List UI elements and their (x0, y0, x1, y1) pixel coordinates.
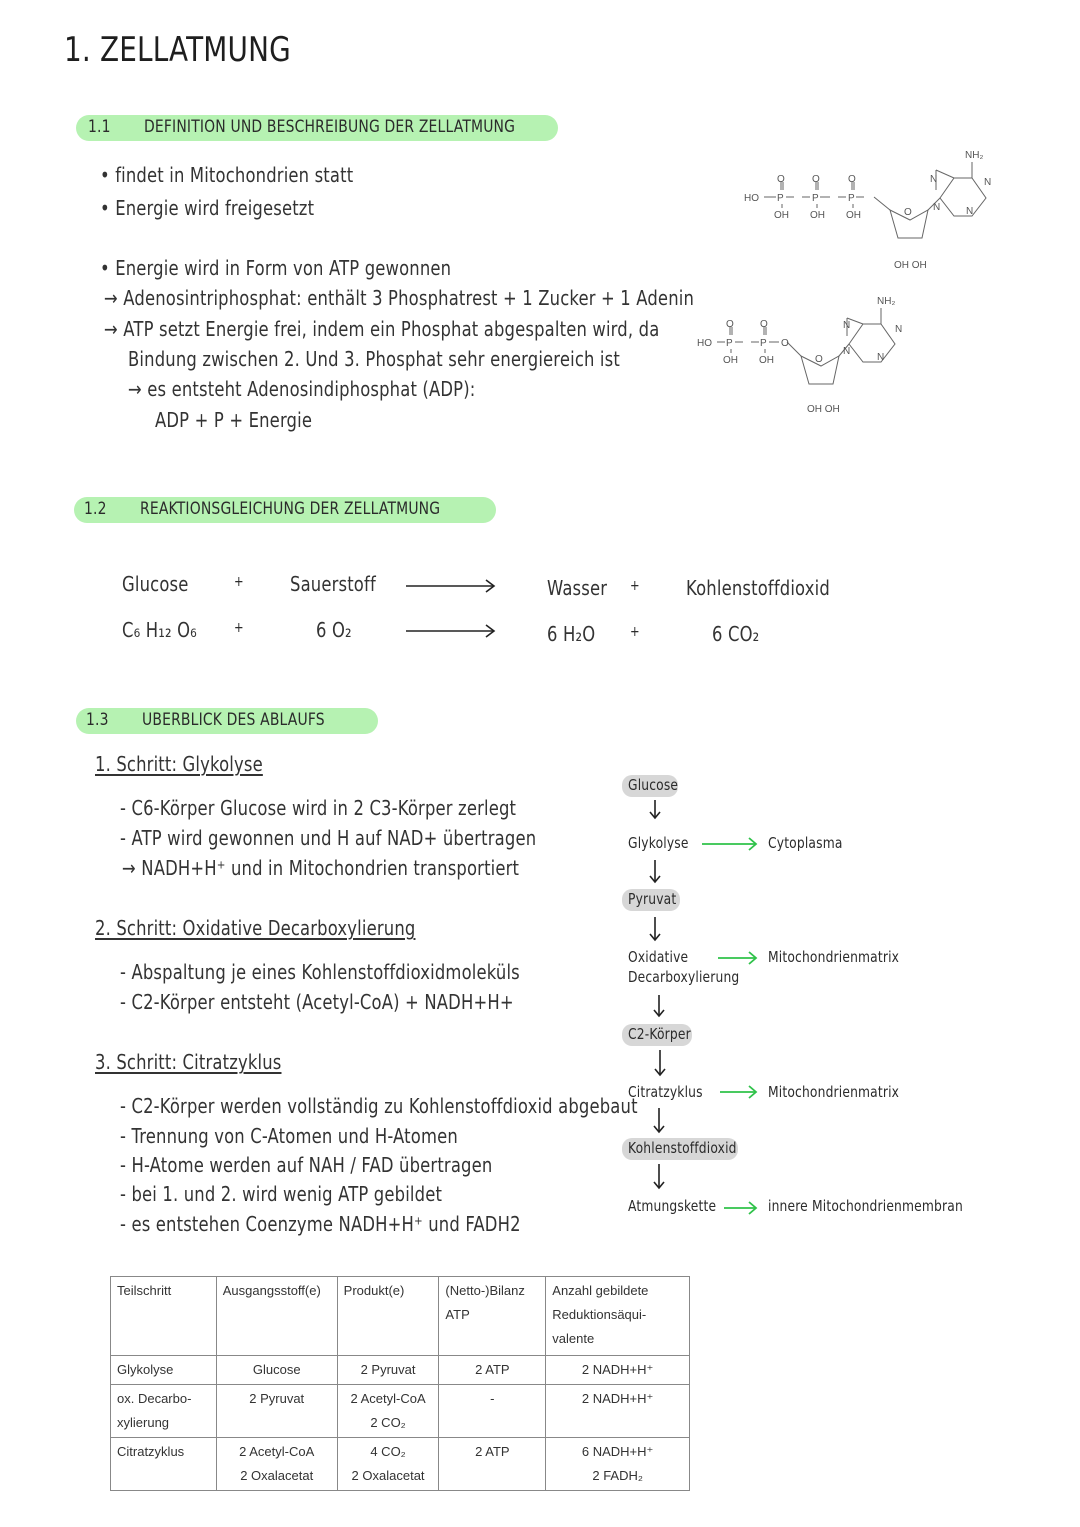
svg-text:OH: OH (759, 355, 774, 366)
atp-structure-diagram (740, 140, 1000, 275)
flow-cytoplasma: Cytoplasma (768, 834, 843, 852)
step1-line: - C6-Körper Glucose wird in 2 C3-Körper zerlegt (120, 796, 517, 820)
atp-release-line2: Bindung zwischen 2. Und 3. Phosphat sehr energiereich ist (128, 347, 620, 371)
formula-co2: 6 CO₂ (712, 622, 760, 646)
flow-atmungskette: Atmungskette (628, 1197, 717, 1215)
adp-equation: ADP + P + Energie (155, 408, 313, 432)
svg-text:N: N (984, 177, 992, 188)
svg-text:HO: HO (744, 193, 759, 204)
formula-water: 6 H₂O (547, 622, 596, 646)
step3-line: - Trennung von C-Atomen und H-Atomen (120, 1124, 458, 1148)
plus-sign: + (630, 578, 640, 594)
plus-sign: + (234, 574, 244, 590)
svg-text:O: O (904, 207, 912, 218)
flow-glykolyse: Glykolyse (628, 834, 689, 852)
header-bilanz-atp: (Netto-)Bilanz ATP (439, 1277, 546, 1356)
svg-text:OH OH: OH OH (894, 260, 927, 271)
svg-text:N: N (966, 206, 974, 217)
step1-line: → NADH+H⁺ und in Mitochondrien transportiert (122, 856, 520, 880)
svg-text:HO: HO (697, 338, 712, 349)
svg-text:P: P (777, 193, 784, 204)
svg-text:O: O (815, 354, 823, 365)
svg-text:N: N (843, 346, 851, 357)
step3-line: - H-Atome werden auf NAH / FAD übertragen (120, 1153, 493, 1177)
formula-oxygen: 6 O₂ (316, 618, 352, 642)
step1-heading: 1. Schritt: Glykolyse (95, 752, 263, 776)
svg-text:N: N (843, 320, 851, 331)
svg-text:P: P (848, 193, 855, 204)
plus-sign: + (630, 624, 640, 640)
header-teilschritt: Teilschritt (111, 1277, 217, 1356)
step1-line: - ATP wird gewonnen und H auf NAD+ übertragen (120, 826, 537, 850)
atp-release-line1: → ATP setzt Energie frei, indem ein Phosphat abgespalten wird, da (104, 317, 660, 341)
summary-table (110, 1276, 690, 1491)
svg-text:N: N (895, 324, 903, 335)
adp-structure-diagram (693, 290, 923, 420)
step2-line: - C2-Körper entsteht (Acetyl-CoA) + NADH+H+ (120, 990, 514, 1014)
svg-text:OH OH: OH OH (807, 404, 840, 415)
adp-forms: → es entsteht Adenosindiphosphat (ADP): (128, 377, 476, 401)
svg-text:P: P (760, 338, 767, 349)
svg-text:O: O (777, 174, 785, 185)
section-1-3-title: UBERBLICK DES ABLAUFS (142, 710, 325, 730)
flow-citratzyklus: Citratzyklus (628, 1083, 703, 1101)
svg-text:N: N (933, 202, 941, 213)
svg-text:N: N (877, 352, 885, 363)
step3-line: - C2-Körper werden vollständig zu Kohlenstoffdioxid abgebaut (120, 1094, 638, 1118)
flow-membran: innere Mitochondrienmembran (768, 1197, 963, 1215)
atp-composition: → Adenosintriphosphat: enthält 3 Phosphatrest + 1 Zucker + 1 Adenin (104, 286, 695, 310)
table-header-row (111, 1277, 690, 1356)
svg-text:NH₂: NH₂ (965, 150, 984, 161)
svg-text:P: P (812, 193, 819, 204)
header-produkte: Produkt(e) (337, 1277, 439, 1356)
product-water: Wasser (547, 576, 608, 600)
svg-text:O: O (848, 174, 856, 185)
flow-oxidative: Oxidative (628, 948, 689, 966)
formula-glucose: C₆ H₁₂ O₆ (122, 618, 197, 642)
reactant-glucose: Glucose (122, 572, 189, 596)
flow-matrix-2: Mitochondrienmatrix (768, 1083, 900, 1101)
header-ausgangsstoffe: Ausgangsstoff(e) (216, 1277, 337, 1356)
reaction-arrows (400, 574, 500, 644)
table-row: Citratzyklus 2 Acetyl-CoA 2 Oxalacetat 4 CO₂ 2 Oxalacetat 2 ATP 6 NADH+H⁺ 2 FADH₂ (111, 1438, 690, 1491)
section-1-1-number: 1.1 (88, 117, 111, 137)
step2-line: - Abspaltung je eines Kohlenstoffdioxidmoleküls (120, 960, 520, 984)
svg-text:OH: OH (774, 210, 789, 221)
flow-pyruvat: Pyruvat (628, 890, 677, 908)
step3-heading: 3. Schritt: Citratzyklus (95, 1050, 282, 1074)
svg-text:P: P (726, 338, 733, 349)
header-reduktionsaequivalente: Anzahl gebildete Reduktionsäqui- valente (546, 1277, 690, 1356)
bullet-energy-released: • Energie wird freigesetzt (100, 196, 315, 220)
flow-c2-koerper: C2-Körper (628, 1025, 691, 1043)
step3-line: - es entstehen Coenzyme NADH+H⁺ und FADH2 (120, 1212, 521, 1236)
page-title: 1. ZELLATMUNG (64, 30, 291, 70)
svg-text:O: O (726, 319, 734, 330)
flow-kohlenstoffdioxid: Kohlenstoffdioxid (628, 1139, 737, 1157)
flow-matrix-1: Mitochondrienmatrix (768, 948, 900, 966)
step2-heading: 2. Schritt: Oxidative Decarboxylierung (95, 916, 416, 940)
flow-decarboxylierung: Decarboxylierung (628, 968, 740, 986)
flow-glucose: Glucose (628, 776, 679, 794)
svg-text:OH: OH (723, 355, 738, 366)
svg-text:OH: OH (810, 210, 825, 221)
svg-text:N: N (930, 174, 938, 185)
section-1-3-number: 1.3 (86, 710, 109, 730)
bullet-atp-gained: • Energie wird in Form von ATP gewonnen (100, 256, 452, 280)
section-1-2-title: REAKTIONSGLEICHUNG DER ZELLATMUNG (140, 499, 441, 519)
table-row: Glykolyse Glucose 2 Pyruvat 2 ATP 2 NADH+H⁺ (111, 1356, 690, 1385)
svg-text:O: O (760, 319, 768, 330)
table-row: ox. Decarbo- xylierung 2 Pyruvat 2 Acetyl-CoA 2 CO₂ - 2 NADH+H⁺ (111, 1385, 690, 1438)
bullet-mitochondria: • findet in Mitochondrien statt (100, 163, 354, 187)
section-1-1-title: DEFINITION UND BESCHREIBUNG DER ZELLATMUNG (144, 117, 516, 137)
svg-text:OH: OH (846, 210, 861, 221)
svg-text:O: O (812, 174, 820, 185)
product-co2: Kohlenstoffdioxid (686, 576, 830, 600)
flow-arrows (620, 790, 770, 1220)
section-1-2-number: 1.2 (84, 499, 107, 519)
reactant-oxygen: Sauerstoff (290, 572, 376, 596)
svg-text:NH₂: NH₂ (877, 296, 896, 307)
svg-text:O: O (781, 338, 789, 349)
plus-sign: + (234, 620, 244, 636)
step3-line: - bei 1. und 2. wird wenig ATP gebildet (120, 1182, 443, 1206)
